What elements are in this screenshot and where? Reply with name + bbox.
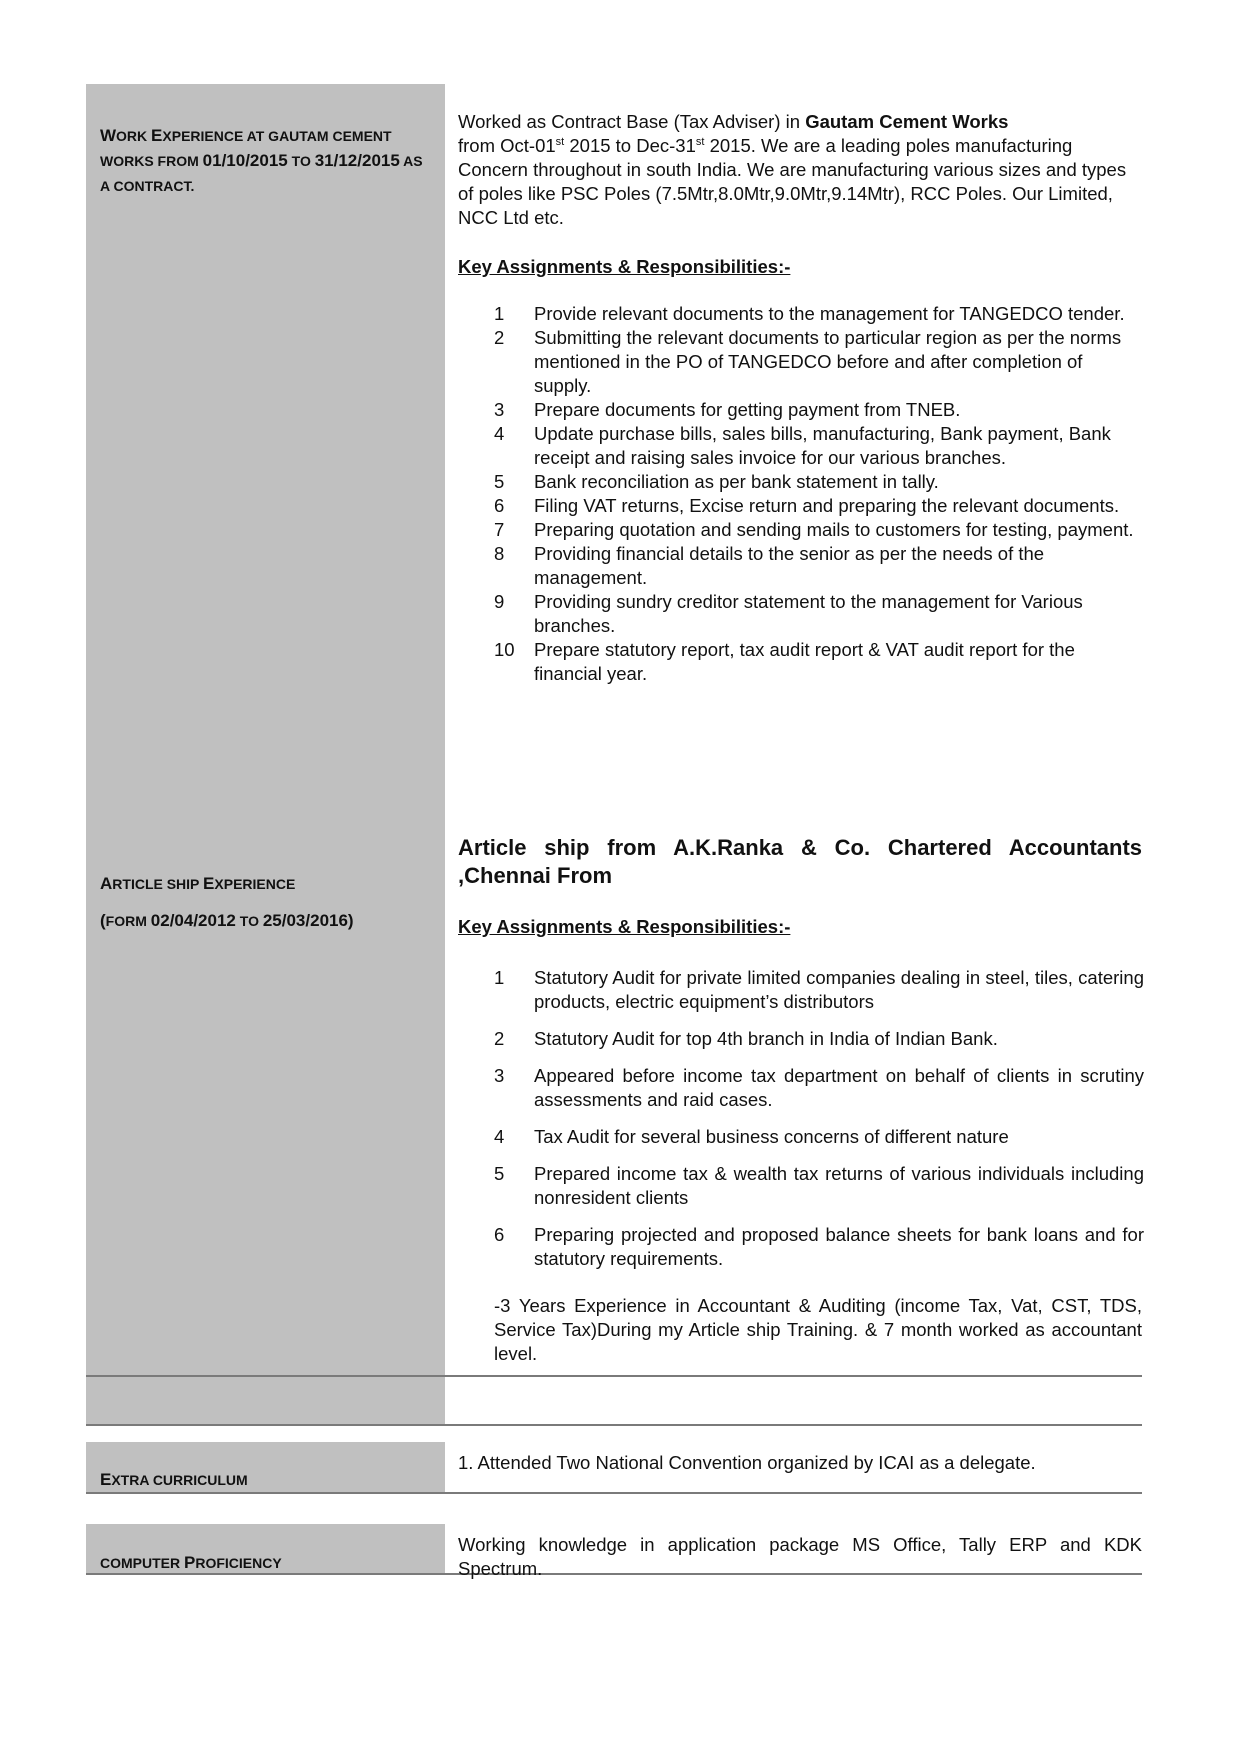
- label-text-part: FORM: [105, 913, 151, 929]
- list-item-number: 1: [494, 967, 505, 988]
- list-item-number: 5: [494, 471, 505, 492]
- list-item-text: Filing VAT returns, Excise return and preparing the relevant documents.: [534, 495, 1120, 516]
- list-item-text: Prepared income tax & wealth tax returns of various individuals including nonresident clients: [534, 1163, 1144, 1208]
- list-item-text: Statutory Audit for private limited companies dealing in steel, tiles, catering products, electric equipment’s distributors: [534, 967, 1144, 1012]
- label-text-part: TO: [287, 153, 315, 169]
- article-summary: -3 Years Experience in Accountant & Auditing (income Tax, Vat, CST, TDS, Service Tax)During my Article ship Training. & 7 month worked as accountant level.: [494, 1295, 1142, 1364]
- label-text-part: 01/10/2015: [202, 151, 288, 170]
- list-item: [494, 966, 1144, 1014]
- list-item-text: Providing sundry creditor statement to the management for Various branches.: [534, 591, 1083, 636]
- label-text-part: XTRA CURRICULUM: [111, 1472, 248, 1488]
- label-text-part: 02/04/2012: [150, 911, 236, 930]
- label-text-part: E: [151, 126, 163, 145]
- list-item-text: Statutory Audit for top 4th branch in India of Indian Bank.: [534, 1028, 998, 1049]
- list-item-text: Prepare documents for getting payment from TNEB.: [534, 399, 961, 420]
- list-item-number: 10: [494, 639, 515, 660]
- gautam-intro: Worked as Contract Base (Tax Adviser) in Gautam Cement Works from Oct-01st 2015 to Dec-31st 2015. We are a leading poles manufacturing Concern throughout in south India. We are manufacturing various sizes and types of poles like PSC Poles (7.5Mtr,8.0Mtr,9.0Mtr,9.14Mtr), RCC Poles. Our Limited, NCC Ltd etc.: [458, 111, 1127, 228]
- list-item-number: 6: [494, 1224, 505, 1245]
- list-item: [494, 398, 1144, 422]
- article-label-line1: [100, 872, 440, 897]
- label-text-part: ROFICIENCY: [195, 1555, 282, 1571]
- list-item-number: 5: [494, 1163, 505, 1184]
- list-item: [494, 302, 1144, 326]
- label-text-part: XPERIENCE AT GAUTAM: [162, 128, 333, 144]
- list-item-text: Bank reconciliation as per bank statement in tally.: [534, 471, 939, 492]
- list-item: [494, 1223, 1144, 1271]
- list-item: [494, 542, 1144, 590]
- label-text-part: W: [100, 126, 117, 145]
- section-label-article-experience: [100, 872, 440, 934]
- label-text-part: XPERIENCE: [214, 876, 296, 892]
- list-item-text: Providing financial details to the senior as per the needs of the management.: [534, 543, 1045, 588]
- key-assignments-heading-gautam: Key Assignments & Responsibilities:-: [458, 256, 791, 277]
- label-text-part: TO: [235, 913, 263, 929]
- label-text-part: 25/03/2016): [262, 911, 354, 930]
- list-item-number: 2: [494, 1028, 505, 1049]
- section-label-gautam-experience: [100, 124, 430, 199]
- list-item: [494, 1162, 1144, 1210]
- label-text-part: E: [100, 1470, 112, 1489]
- list-item: [494, 1125, 1144, 1149]
- label-text-part: A: [100, 874, 113, 893]
- extra-curriculum-text: 1. Attended Two National Convention organized by ICAI as a delegate.: [458, 1452, 1036, 1473]
- list-item-number: 7: [494, 519, 505, 540]
- list-item: [494, 1064, 1144, 1112]
- list-item-text: Preparing projected and proposed balance sheets for bank loans and for statutory requirements.: [534, 1224, 1144, 1269]
- list-item-text: Preparing quotation and sending mails to customers for testing, payment.: [534, 519, 1134, 540]
- label-text-part: ORK: [116, 128, 152, 144]
- list-item: [494, 494, 1144, 518]
- list-item: [494, 1027, 1144, 1051]
- company-name: Gautam Cement Works: [805, 111, 1009, 132]
- divider-extra: [86, 1492, 1142, 1494]
- computer-proficiency-text: Working knowledge in application package MS Office, Tally ERP and KDK Spectrum.: [458, 1534, 1142, 1579]
- list-item: [494, 326, 1144, 398]
- label-text-part: COMPUTER: [100, 1555, 184, 1571]
- list-item-text: Tax Audit for several business concerns of different nature: [534, 1126, 1009, 1147]
- article-label-line2: [100, 909, 440, 934]
- list-item-text: Prepare statutory report, tax audit report & VAT audit report for the financial year.: [534, 639, 1075, 684]
- list-item-number: 3: [494, 1065, 505, 1086]
- list-item-number: 9: [494, 591, 505, 612]
- list-item-number: 6: [494, 495, 505, 516]
- label-text-part: (: [100, 911, 106, 930]
- list-item-number: 3: [494, 399, 505, 420]
- list-item: [494, 518, 1144, 542]
- list-item: [494, 590, 1144, 638]
- list-item-number: 4: [494, 1126, 505, 1147]
- label-column-main: [86, 84, 445, 1376]
- list-item-number: 4: [494, 423, 505, 444]
- label-text-part: AS A CONTRACT.: [100, 153, 423, 194]
- list-item-text: Update purchase bills, sales bills, manufacturing, Bank payment, Bank receipt and raising sales invoice for our various branches.: [534, 423, 1111, 468]
- key-assignments-heading-article: Key Assignments & Responsibilities:-: [458, 916, 791, 937]
- label-text-part: P: [184, 1553, 196, 1572]
- list-item-number: 1: [494, 303, 505, 324]
- article-title: Article ship from A.K.Ranka & Co. Chartered Accountants ,Chennai From: [458, 835, 1142, 888]
- label-text-part: RTICLE SHIP: [112, 876, 204, 892]
- label-text-part: CEMENT WORKS FROM: [100, 128, 392, 169]
- label-text-part: 31/12/2015: [314, 151, 400, 170]
- list-item-text: Submitting the relevant documents to particular region as per the norms mentioned in the PO of TANGEDCO before and after completion of supply.: [534, 327, 1122, 396]
- list-item-text: Provide relevant documents to the management for TANGEDCO tender.: [534, 303, 1125, 324]
- list-item-number: 2: [494, 327, 505, 348]
- list-item-text: Appeared before income tax department on behalf of clients in scrutiny assessments and raid cases.: [534, 1065, 1144, 1110]
- divider-empty-row: [86, 1424, 1142, 1426]
- section-label-extra-curriculum: [100, 1470, 248, 1490]
- list-item: [494, 638, 1144, 686]
- section-label-computer-proficiency: [100, 1553, 282, 1573]
- list-item-number: 8: [494, 543, 505, 564]
- label-text-part: E: [203, 874, 215, 893]
- label-column-empty-row: [86, 1377, 445, 1425]
- list-item: [494, 470, 1144, 494]
- list-item: [494, 422, 1144, 470]
- gautam-responsibilities-list: [494, 302, 1144, 686]
- article-responsibilities-list: [494, 966, 1144, 1284]
